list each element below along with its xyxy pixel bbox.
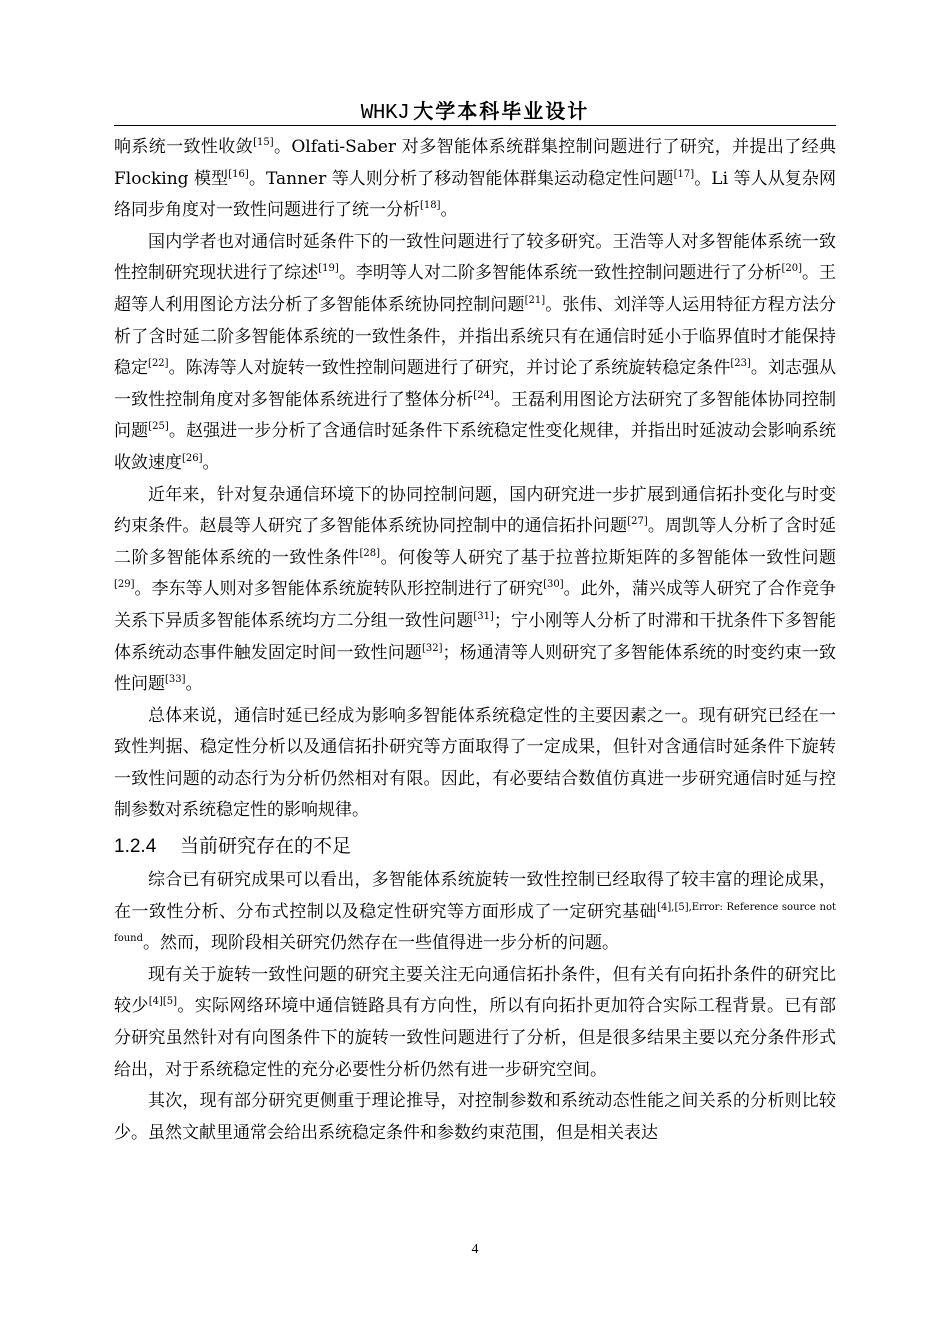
- page-header: [114, 97, 836, 126]
- paragraph-text: 近年来，针对复杂通信环境下的协同控制问题，国内研究进一步扩展到通信拓扑变化与时变约束条件。赵晨等人研究了多智能体系统协同控制中的通信拓扑问题: [114, 484, 836, 537]
- document-body: [114, 132, 836, 1149]
- paragraph-text: 。然而，现阶段相关研究仍然存在一些值得进一步分析的问题。: [143, 933, 620, 954]
- paragraph-text: ；杨通清等人则研究了多智能体系统的时变约束一致性问题: [114, 642, 837, 695]
- paragraph-text: 。陈涛等人对旋转一致性控制问题进行了研究，并讨论了系统旋转稳定条件: [168, 358, 731, 379]
- citation-ref: [16]: [228, 168, 249, 180]
- paragraph-text: 。王超等人利用图论方法分析了多智能体系统协同控制问题: [114, 263, 837, 315]
- paragraph: [114, 132, 836, 227]
- section-title: 当前研究存在的不足: [180, 835, 352, 858]
- citation-ref: [22]: [148, 358, 169, 370]
- section-number: 1.2.4: [114, 836, 157, 858]
- paragraph-text: 。Li 等人从复杂网络同步角度对一致性问题进行了统一分析: [114, 168, 836, 221]
- section-heading: [114, 827, 836, 865]
- citation-ref: [27]: [627, 516, 648, 528]
- citation-ref: [32]: [422, 642, 443, 654]
- paragraph-text: 。: [185, 674, 203, 695]
- citation-ref: [4],[5],Error: Reference source not found: [114, 901, 836, 945]
- citation-ref: [23]: [730, 358, 751, 370]
- citation-ref: [17]: [673, 168, 695, 180]
- citation-ref: [33]: [165, 674, 186, 686]
- paragraph-text: 。Tanner 等人则分析了移动智能体群集运动稳定性问题: [248, 168, 674, 189]
- paragraph-text: 。何俊等人研究了基于拉普拉斯矩阵的多智能体一致性问题: [380, 547, 837, 568]
- paragraph-text: 。周凯等人分析了含时延二阶多智能体系统的一致性条件: [114, 516, 837, 568]
- paragraph: [114, 1086, 836, 1149]
- paragraph-text: 。刘志强从一致性控制角度对多智能体系统进行了整体分析: [114, 358, 837, 410]
- paragraph-text: 。王磊利用图论方法研究了多智能体协同控制问题: [114, 389, 837, 442]
- paragraph: [114, 960, 836, 1086]
- citation-ref: [31]: [473, 610, 494, 622]
- paragraph-text: 。: [202, 452, 220, 473]
- paragraph-text: 。Olfati-Saber 对多智能体系统群集控制问题进行了研究，并提出了经典 Flocking 模型: [114, 137, 836, 189]
- paragraph-text: 。此外，蒲兴成等人研究了合作竞争关系下异质多智能体系统均方二分组一致性问题: [114, 579, 837, 631]
- paragraph-text: 。: [440, 200, 458, 221]
- citation-ref: [18]: [420, 200, 441, 212]
- citation-ref: [26]: [182, 452, 203, 464]
- paragraph-text: 总体来说，通信时延已经成为影响多智能体系统稳定性的主要因素之一。现有研究已经在一致性判据、稳定性分析以及通信拓扑研究等方面取得了一定成果，但针对含通信时延条件下旋转一致性问题的动态行为分析仍然相对有限。因此，有必要结合数值仿真进一步研究通信时延与控制参数对系统稳定性的影响规律。: [114, 705, 836, 821]
- paragraph-text: 。李明等人对二阶多智能体系统一致性控制问题进行了分析: [338, 263, 782, 284]
- paragraph-text: 。张伟、刘洋等人运用特征方程方法分析了含时延二阶多智能体系统的一致性条件，并指出系统只有在通信时延小于临界值时才能保持稳定: [114, 294, 837, 379]
- citation-ref: [24]: [473, 389, 494, 401]
- paragraph: [114, 227, 836, 480]
- citation-ref: [21]: [524, 294, 546, 306]
- paragraph-text: 响系统一致性收敛: [114, 137, 254, 157]
- citation-ref: [28]: [359, 547, 381, 559]
- paragraph-text: ；宁小刚等人分析了时滞和干扰条件下多智能体系统动态事件触发固定时间一致性问题: [114, 610, 837, 663]
- citation-ref: [19]: [318, 263, 339, 275]
- page-number: 4: [471, 1242, 479, 1257]
- paragraph-text: 。李东等人则对多智能体系统旋转队形控制进行了研究: [134, 579, 544, 600]
- header-title: 大学本科毕业设计: [413, 99, 590, 123]
- paragraph: [114, 701, 836, 827]
- citation-ref: [20]: [781, 263, 802, 275]
- paragraph: [114, 865, 836, 960]
- citation-ref: [30]: [543, 579, 564, 591]
- paragraph-text: 。实际网络环境中通信链路具有方向性，所以有向拓扑更加符合实际工程背景。已有部分研究虽然针对有向图条件下的旋转一致性问题进行了分析，但是很多结果主要以充分条件形式给出，对于系统稳定性的充分必要性分析仍然有进一步研究空间。: [114, 996, 837, 1080]
- header-brand: WHKJ: [360, 102, 410, 125]
- paragraph-text: 国内学者也对通信时延条件下的一致性问题进行了较多研究。王浩等人对多智能体系统一致性控制研究现状进行了综述: [114, 231, 836, 284]
- paragraph: [114, 480, 836, 701]
- citation-ref: [15]: [253, 137, 274, 148]
- paragraph-text: 。赵强进一步分析了含通信时延条件下系统稳定性变化规律，并指出时延波动会影响系统收敛速度: [114, 421, 836, 473]
- citation-ref: [25]: [148, 421, 169, 433]
- citation-ref: [4][5]: [148, 996, 178, 1008]
- paragraph-text: 其次，现有部分研究更侧重于理论推导，对控制参数和系统动态性能之间关系的分析则比较少。虽然文献里通常会给出系统稳定条件和参数约束范围，但是相关表达: [114, 1091, 836, 1143]
- paragraph-text: 现有关于旋转一致性问题的研究主要关注无向通信拓扑条件，但有关有向拓扑条件的研究比较少: [114, 964, 836, 1017]
- citation-ref: [29]: [114, 579, 135, 591]
- paragraph-text: 综合已有研究成果可以看出，多智能体系统旋转一致性控制已经取得了较丰富的理论成果，在一致性分析、分布式控制以及稳定性研究等方面形成了一定研究基础: [114, 870, 836, 922]
